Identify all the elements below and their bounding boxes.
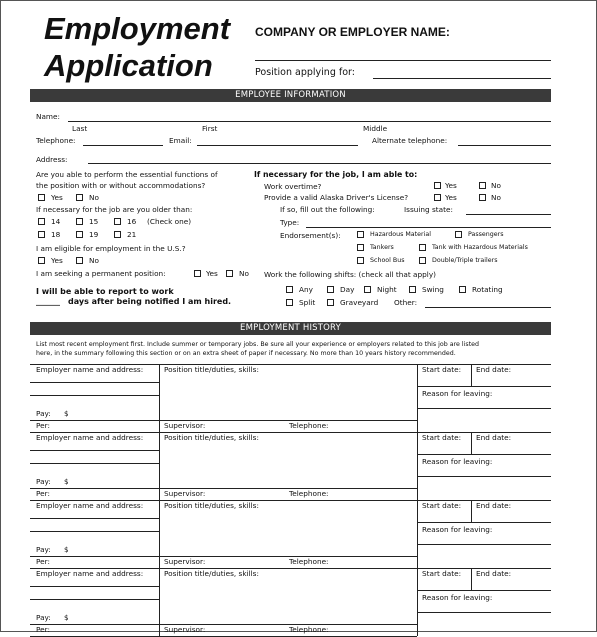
reason-for-leaving-label: Reason for leaving: (422, 389, 493, 398)
shift-rotating-checkbox[interactable] (459, 286, 466, 293)
middle-name-caption: Middle (363, 124, 388, 133)
address-field[interactable] (88, 163, 551, 164)
supervisor-telephone-label: Telephone: (289, 557, 329, 566)
employer-address-line[interactable] (30, 463, 159, 464)
employer-address-line[interactable] (30, 518, 159, 519)
alt-telephone-label: Alternate telephone: (372, 136, 448, 145)
tank-hazmat-checkbox[interactable] (419, 244, 426, 251)
per-label: Per: (36, 625, 50, 634)
section-employment-history: EMPLOYMENT HISTORY (30, 322, 551, 335)
reason-line[interactable] (417, 408, 551, 409)
overtime-no-checkbox[interactable] (479, 182, 486, 189)
license-type-label: Type: (280, 218, 300, 227)
older-than-question: If necessary for the job are you older than: (36, 205, 193, 214)
permanent-no-label: No (239, 269, 249, 278)
shift-night-checkbox[interactable] (364, 286, 371, 293)
dates-rule (417, 454, 551, 455)
dates-rule (417, 386, 551, 387)
eligible-no-checkbox[interactable] (76, 257, 83, 264)
shift-other-label: Other: (394, 298, 418, 307)
supervisor-telephone-label: Telephone: (289, 625, 329, 634)
shift-other-field[interactable] (425, 307, 551, 308)
name-label: Name: (36, 112, 60, 121)
entry-divider (417, 568, 418, 636)
pay-dollar-sign: $ (64, 545, 69, 554)
company-name-field[interactable] (255, 60, 551, 61)
dates-rule (417, 590, 551, 591)
age-15-checkbox[interactable] (76, 218, 83, 225)
shift-swing-label: Swing (422, 285, 444, 294)
pay-dollar-sign: $ (64, 409, 69, 418)
end-date-label: End date: (476, 569, 512, 578)
employer-address-line[interactable] (30, 395, 159, 396)
shift-any-label: Any (299, 285, 313, 294)
essential-no-checkbox[interactable] (76, 194, 83, 201)
position-title-label: Position title/duties, skills: (164, 433, 259, 442)
school-bus-label: School Bus (370, 257, 405, 264)
shift-any-checkbox[interactable] (286, 286, 293, 293)
shift-swing-checkbox[interactable] (409, 286, 416, 293)
issuing-state-field[interactable] (466, 214, 551, 215)
position-field[interactable] (373, 78, 551, 79)
eligible-yes-checkbox[interactable] (38, 257, 45, 264)
age-19-checkbox[interactable] (76, 231, 83, 238)
double-triple-checkbox[interactable] (419, 257, 426, 264)
permanent-yes-label: Yes (206, 269, 218, 278)
reason-for-leaving-label: Reason for leaving: (422, 525, 493, 534)
essential-question-line1: Are you able to perform the essential functions of (36, 170, 218, 179)
email-label: Email: (169, 136, 192, 145)
dates-rule (417, 522, 551, 523)
first-name-caption: First (202, 124, 218, 133)
entry-divider (471, 500, 472, 522)
position-title-label: Position title/duties, skills: (164, 569, 259, 578)
overtime-yes-checkbox[interactable] (434, 182, 441, 189)
age-19-label: 19 (89, 230, 99, 239)
reason-line[interactable] (417, 544, 551, 545)
permanent-yes-checkbox[interactable] (194, 270, 201, 277)
employer-address-line[interactable] (30, 586, 159, 587)
license-type-field[interactable] (306, 227, 551, 228)
tank-hazmat-label: Tank with Hazardous Materials (432, 244, 528, 251)
supervisor-label: Supervisor: (164, 421, 206, 430)
end-date-label: End date: (476, 501, 512, 510)
employer-name-label: Employer name and address: (36, 569, 144, 578)
shifts-label: Work the following shifts: (check all that apply) (264, 270, 436, 279)
report-to-work-line2: days after being notified I am hired. (68, 297, 232, 306)
hazardous-material-checkbox[interactable] (357, 231, 364, 238)
pay-dollar-sign: $ (64, 477, 69, 486)
history-intro-line1: List most recent employment first. Include summer or temporary jobs. Be sure all your experience or employers related to this job are listed (36, 341, 480, 348)
entry-divider (159, 568, 160, 636)
essential-yes-checkbox[interactable] (38, 194, 45, 201)
age-16-checkbox[interactable] (114, 218, 121, 225)
shift-graveyard-checkbox[interactable] (327, 299, 334, 306)
license-no-checkbox[interactable] (479, 194, 486, 201)
overtime-question: Work overtime? (264, 182, 322, 191)
start-date-label: Start date: (422, 433, 462, 442)
entry-divider (159, 364, 160, 432)
essential-no-label: No (89, 193, 99, 202)
start-date-label: Start date: (422, 365, 462, 374)
permanent-question: I am seeking a permanent position: (36, 269, 166, 278)
reason-line[interactable] (417, 476, 551, 477)
age-18-label: 18 (51, 230, 61, 239)
issuing-state-label: Issuing state: (404, 205, 453, 214)
position-title-label: Position title/duties, skills: (164, 501, 259, 510)
address-label: Address: (36, 155, 68, 164)
eligible-question: I am eligible for employment in the U.S.? (36, 244, 186, 253)
per-label: Per: (36, 489, 50, 498)
report-to-work-line1: I will be able to report to work (36, 287, 174, 296)
telephone-field[interactable] (83, 145, 163, 146)
eligible-no-label: No (89, 256, 99, 265)
last-name-caption: Last (72, 124, 88, 133)
passengers-label: Passengers (468, 231, 504, 238)
age-14-label: 14 (51, 217, 61, 226)
age-21-checkbox[interactable] (114, 231, 121, 238)
employer-address-line[interactable] (30, 382, 159, 383)
entry-divider (471, 568, 472, 590)
supervisor-label: Supervisor: (164, 489, 206, 498)
end-date-label: End date: (476, 433, 512, 442)
shift-rotating-label: Rotating (472, 285, 503, 294)
able-to-heading: If necessary for the job, I am able to: (254, 170, 418, 179)
tankers-checkbox[interactable] (357, 244, 364, 251)
school-bus-checkbox[interactable] (357, 257, 364, 264)
shift-split-checkbox[interactable] (286, 299, 293, 306)
report-days-blank[interactable]: ______ (36, 297, 60, 306)
supervisor-label: Supervisor: (164, 557, 206, 566)
overtime-no-label: No (491, 181, 501, 190)
entry-divider (471, 364, 472, 386)
pay-dollar-sign: $ (64, 613, 69, 622)
employer-address-line[interactable] (30, 450, 159, 451)
start-date-label: Start date: (422, 569, 462, 578)
endorsements-label: Endorsement(s): (280, 231, 341, 240)
reason-for-leaving-label: Reason for leaving: (422, 593, 493, 602)
license-yes-label: Yes (445, 193, 457, 202)
entry-divider (417, 432, 418, 500)
essential-question-line2: the position with or without accommodations? (36, 181, 206, 190)
entry-divider (159, 432, 160, 500)
pay-label: Pay: (36, 613, 51, 622)
employer-name-label: Employer name and address: (36, 433, 144, 442)
license-no-label: No (491, 193, 501, 202)
age-15-label: 15 (89, 217, 99, 226)
employer-name-label: Employer name and address: (36, 501, 144, 510)
overtime-yes-label: Yes (445, 181, 457, 190)
form-title-line1: Employment (44, 11, 231, 46)
shift-night-label: Night (377, 285, 397, 294)
reason-line[interactable] (417, 612, 551, 613)
shift-split-label: Split (299, 298, 316, 307)
telephone-label: Telephone: (36, 136, 76, 145)
eligible-yes-label: Yes (51, 256, 63, 265)
section-employee-information: EMPLOYEE INFORMATION (30, 89, 551, 102)
email-field[interactable] (197, 145, 358, 146)
supervisor-label: Supervisor: (164, 625, 206, 634)
supervisor-telephone-label: Telephone: (289, 421, 329, 430)
permanent-no-checkbox[interactable] (226, 270, 233, 277)
if-so-label: If so, fill out the following: (280, 205, 375, 214)
license-question: Provide a valid Alaska Driver's License? (264, 193, 409, 202)
entry-divider (471, 432, 472, 454)
age-16-label: 16 (127, 217, 137, 226)
passengers-checkbox[interactable] (455, 231, 462, 238)
position-title-label: Position title/duties, skills: (164, 365, 259, 374)
double-triple-label: Double/Triple trailers (432, 257, 498, 264)
entry-divider (417, 364, 418, 432)
entry-divider (417, 500, 418, 568)
employer-name-label: Employer name and address: (36, 365, 144, 374)
hazardous-material-label: Hazardous Material (370, 231, 431, 238)
history-intro-line2: here, in the summary following this section or on an extra sheet of paper if necessary. No more than 10 years history recommended. (36, 350, 456, 357)
shift-day-label: Day (340, 285, 355, 294)
license-yes-checkbox[interactable] (434, 194, 441, 201)
pay-label: Pay: (36, 545, 51, 554)
entry-divider (159, 500, 160, 568)
company-name-label: COMPANY OR EMPLOYER NAME: (255, 25, 450, 39)
alt-telephone-field[interactable] (458, 145, 551, 146)
application-form (30, 8, 551, 634)
shift-day-checkbox[interactable] (327, 286, 334, 293)
per-label: Per: (36, 421, 50, 430)
supervisor-telephone-label: Telephone: (289, 489, 329, 498)
form-title-line2: Application (44, 48, 213, 83)
age-21-label: 21 (127, 230, 137, 239)
essential-yes-label: Yes (51, 193, 63, 202)
tankers-label: Tankers (370, 244, 394, 251)
name-field[interactable] (68, 121, 551, 122)
pay-label: Pay: (36, 409, 51, 418)
pay-label: Pay: (36, 477, 51, 486)
age-14-checkbox[interactable] (38, 218, 45, 225)
age-18-checkbox[interactable] (38, 231, 45, 238)
end-date-label: End date: (476, 365, 512, 374)
start-date-label: Start date: (422, 501, 462, 510)
employer-address-line[interactable] (30, 531, 159, 532)
check-one-note: (Check one) (147, 217, 192, 226)
per-label: Per: (36, 557, 50, 566)
shift-graveyard-label: Graveyard (340, 298, 379, 307)
employer-address-line[interactable] (30, 599, 159, 600)
reason-for-leaving-label: Reason for leaving: (422, 457, 493, 466)
position-label: Position applying for: (255, 67, 355, 78)
